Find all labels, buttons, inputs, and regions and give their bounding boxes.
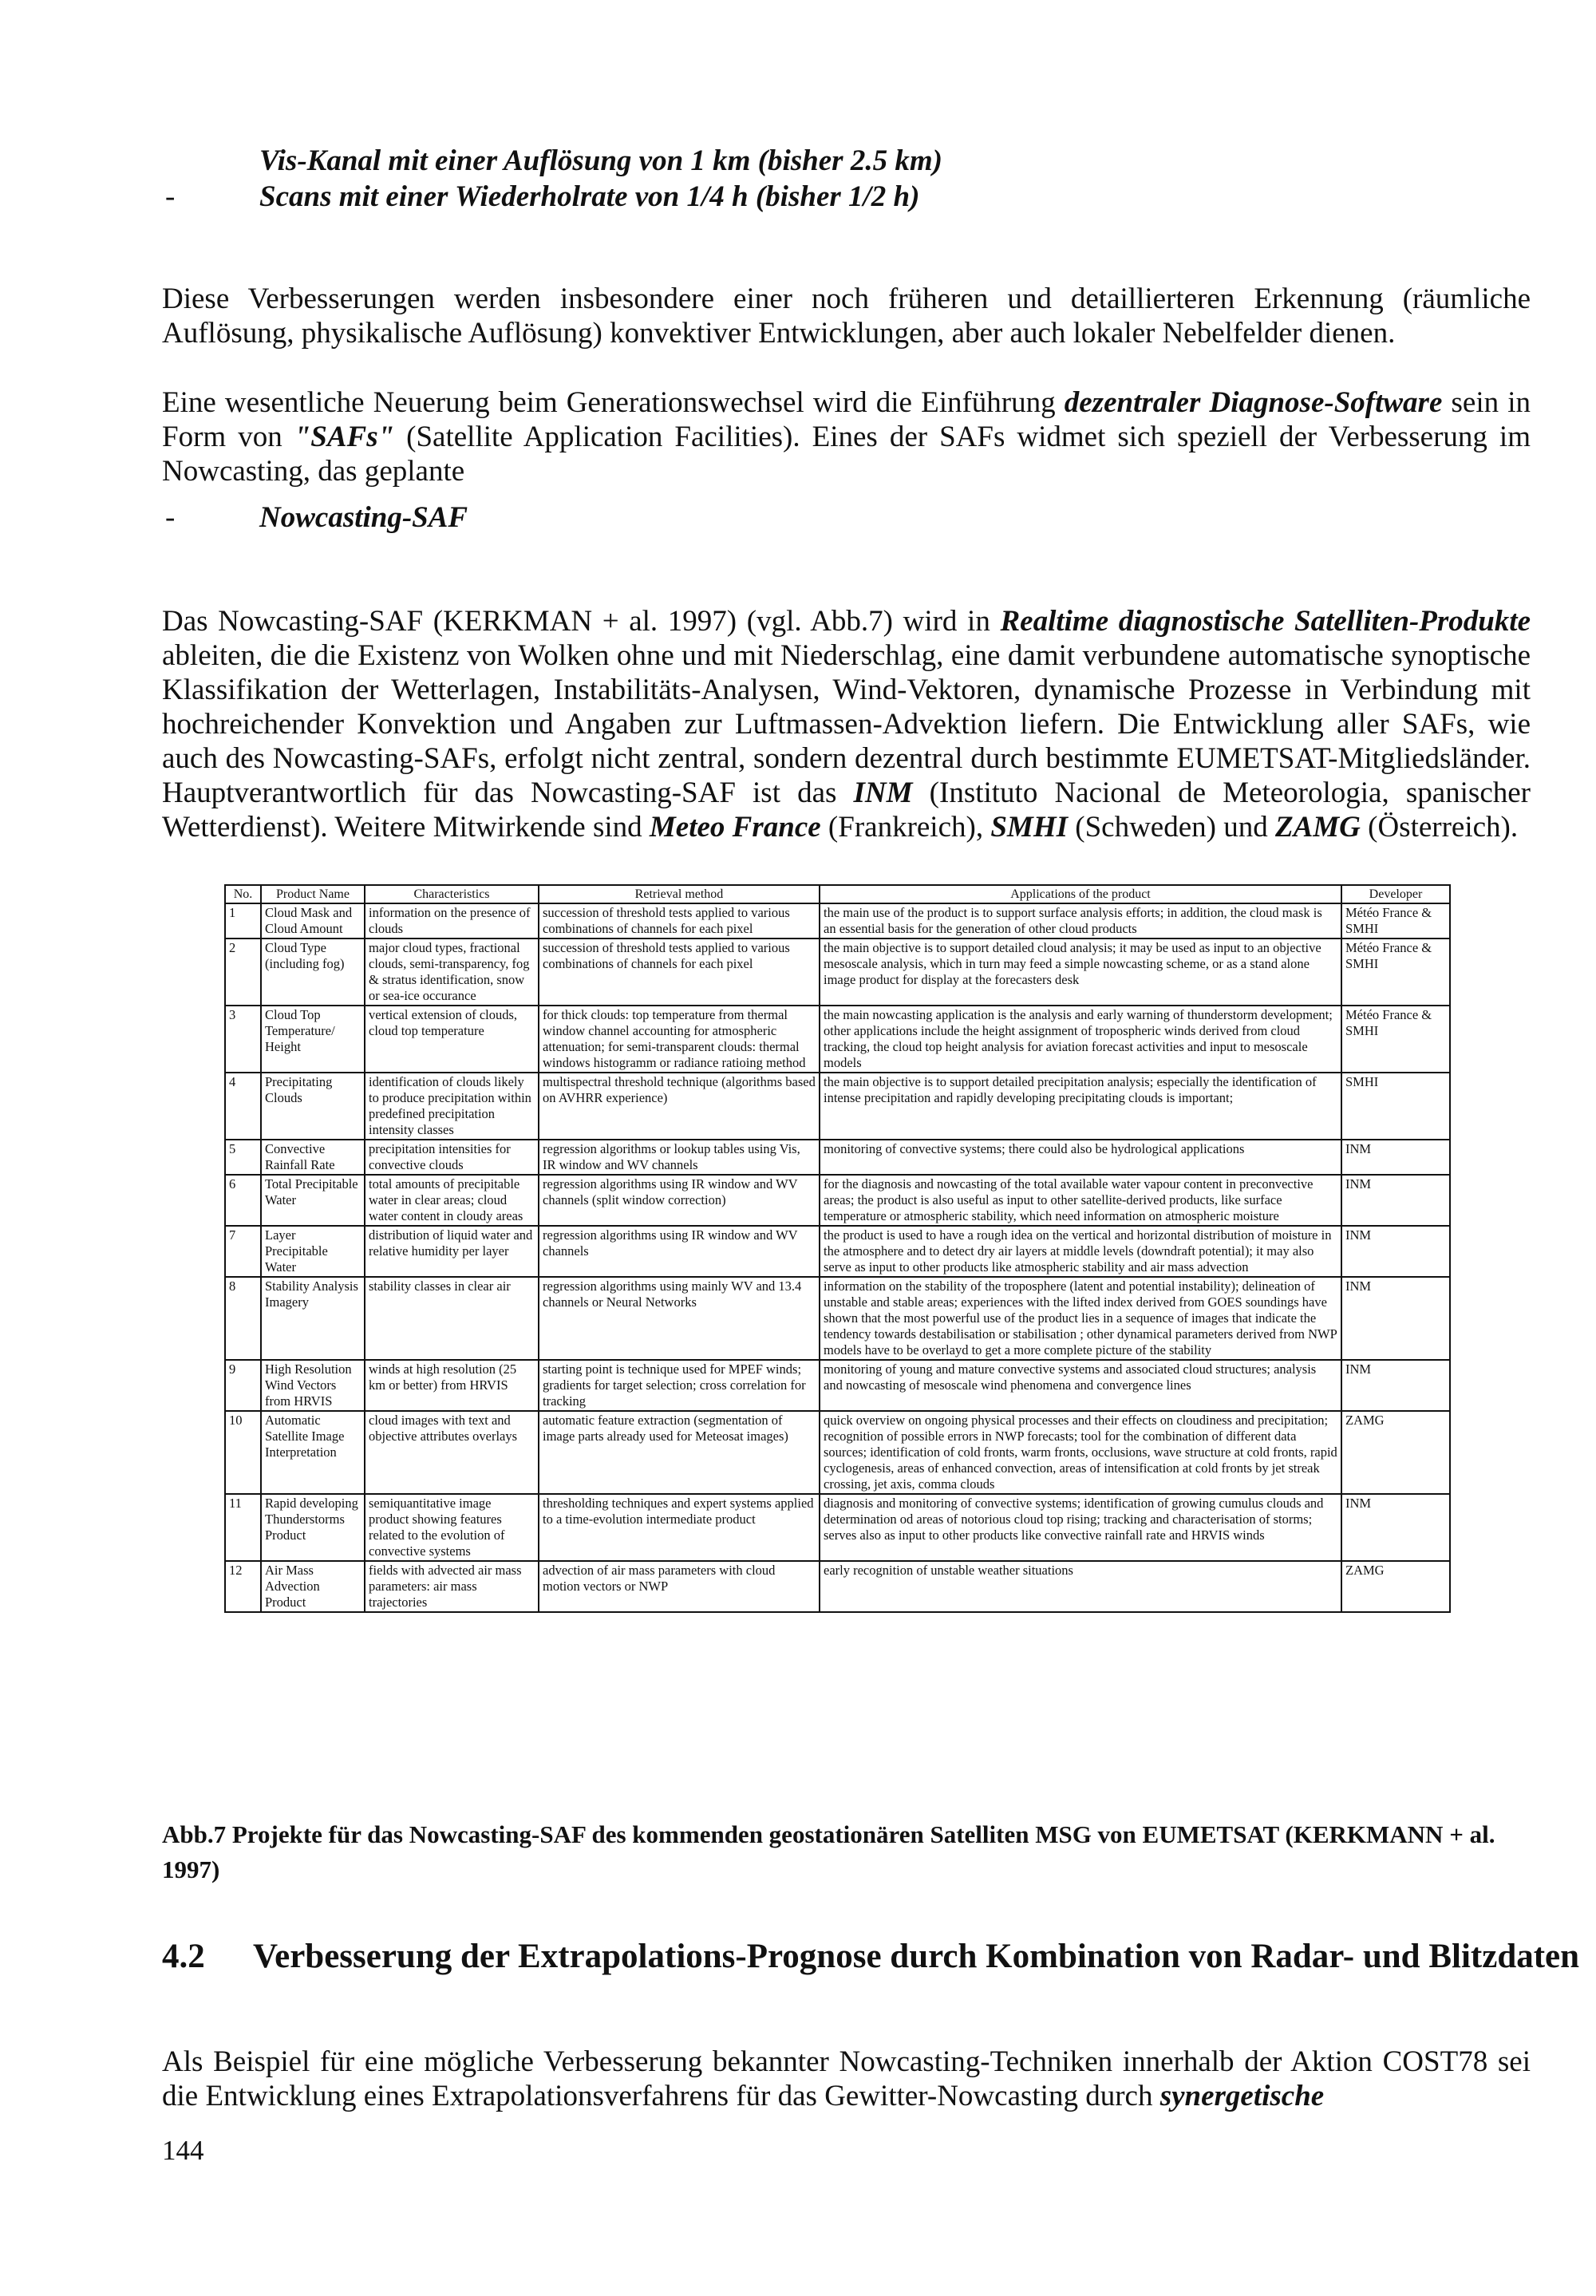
paragraph-saf-intro: Eine wesentliche Neuerung beim Generationswechsel wird die Einführung dezentraler Diagnose-Software sein in Form von "SAFs" (Satellite Application Facilities). Eines der SAFs widmet sich speziell der Verbesserung im Nowcasting, das geplante [162,386,1531,488]
cell-characteristics: information on the presence of clouds [365,903,539,939]
cell-developer: INM [1341,1175,1450,1226]
emphasis-realtime-products: Realtime diagnostische Satelliten-Produkte [1000,605,1531,638]
cell-product-name: Air Mass Advection Product [261,1561,365,1612]
cell-developer: INM [1341,1494,1450,1561]
bullet-text: Scans mit einer Wiederholrate von 1/4 h (bisher 1/2 h) [259,180,920,213]
header-characteristics: Characteristics [365,885,539,903]
cell-developer: INM [1341,1360,1450,1411]
table-row [225,1494,1450,1561]
cell-applications: information on the stability of the troposphere (latent and potential instability); delineation of unstable and stable areas; experiences with the lifted index derived from GOES soundings have shown that the most powerful use of the product lies in a sequence of images that indicate the tendency towards destabilisation or stabilisation ; other dynamical parameters derived from NWP models have to be overlayd to get a more complete picture of the stability [820,1277,1341,1360]
figure-caption: Abb.7 Projekte für das Nowcasting-SAF des kommenden geostationären Satelliten MSG von EUMETSAT (KERKMANN + al. 1997) [162,1820,1495,1883]
section-heading [162,1937,1580,1976]
cell-characteristics: winds at high resolution (25 km or better) from HRVIS [365,1360,539,1411]
cell-retrieval-method: automatic feature extraction (segmentation of image parts already used for Meteosat images) [539,1411,820,1494]
table-row [225,1073,1450,1140]
page-number: 144 [162,2135,204,2166]
cell-applications: the main objective is to support detailed cloud analysis; it may be used as input to an objective mesoscale analysis, which in turn may feed a simple nowcasting scheme, or as a stand alone image product for display at the forecasters desk [820,939,1341,1006]
emphasis-smhi: SMHI [990,811,1068,844]
cell-characteristics: vertical extension of clouds, cloud top temperature [365,1006,539,1073]
cell-product-name: Precipitating Clouds [261,1073,365,1140]
emphasis-synergetische: synergetische [1159,2080,1325,2112]
emphasis-dezentraler-software: dezentraler Diagnose-Software [1064,386,1443,419]
cell-product-name: Stability Analysis Imagery [261,1277,365,1360]
cell-product-name: Cloud Mask and Cloud Amount [261,903,365,939]
cell-developer: INM [1341,1277,1450,1360]
section-title: Verbesserung der Extrapolations-Prognose durch Kombination von Radar- und Blitzdaten [253,1938,1580,1975]
cell-no: 1 [225,903,261,939]
cell-characteristics: major cloud types, fractional clouds, semi-transparency, fog & stratus identification, snow or sea-ice occurance [365,939,539,1006]
cell-no: 7 [225,1226,261,1277]
section-number: 4.2 [162,1938,205,1975]
cell-product-name: Layer Precipitable Water [261,1226,365,1277]
header-no: No. [225,885,261,903]
cell-characteristics: semiquantitative image product showing features related to the evolution of convective systems [365,1494,539,1561]
bullet-dash: - [165,180,176,213]
bullet-text: Nowcasting-SAF [259,501,468,534]
emphasis-inm: INM [853,777,913,809]
bullet-text: Vis-Kanal mit einer Auflösung von 1 km (bisher 2.5 km) [259,144,942,177]
table-row [225,1006,1450,1073]
cell-characteristics: stability classes in clear air [365,1277,539,1360]
cell-developer: INM [1341,1226,1450,1277]
cell-developer: ZAMG [1341,1561,1450,1612]
cell-characteristics: identification of clouds likely to produce precipitation within predefined precipitation intensity classes [365,1073,539,1140]
cell-applications: diagnosis and monitoring of convective systems; identification of growing cumulus clouds and determination od areas of notorious cloud top rising; tracking and characterisation of storms; serves also as input to other products like convective rainfall rate and HRVIS winds [820,1494,1341,1561]
cell-no: 2 [225,939,261,1006]
products-table [224,884,1451,1613]
cell-no: 4 [225,1073,261,1140]
cell-developer: SMHI [1341,1073,1450,1140]
cell-retrieval-method: regression algorithms using IR window and WV channels (split window correction) [539,1175,820,1226]
cell-retrieval-method: multispectral threshold technique (algorithms based on AVHRR experience) [539,1073,820,1140]
cell-retrieval-method: regression algorithms using mainly WV and 13.4 channels or Neural Networks [539,1277,820,1360]
table-row [225,1360,1450,1411]
paragraph-extrapolation: Als Beispiel für eine mögliche Verbesserung bekannter Nowcasting-Techniken innerhalb der Aktion COST78 sei die Entwicklung eines Extrapolationsverfahrens für das Gewitter-Nowcasting durch synergetische [162,2045,1531,2112]
cell-developer: Météo France & SMHI [1341,903,1450,939]
table-row [225,1140,1450,1175]
cell-product-name: Cloud Top Temperature/ Height [261,1006,365,1073]
table-body [225,903,1450,1612]
cell-applications: the main use of the product is to support surface analysis efforts; in addition, the cloud mask is an essential basis for the generation of other cloud products [820,903,1341,939]
cell-characteristics: total amounts of precipitable water in clear areas; cloud water content in cloudy areas [365,1175,539,1226]
cell-no: 6 [225,1175,261,1226]
cell-characteristics: precipitation intensities for convective clouds [365,1140,539,1175]
table-row [225,1561,1450,1612]
header-product-name: Product Name [261,885,365,903]
table-row [225,1277,1450,1360]
cell-characteristics: cloud images with text and objective attributes overlays [365,1411,539,1494]
cell-retrieval-method: thresholding techniques and expert systems applied to a time-evolution intermediate product [539,1494,820,1561]
emphasis-meteo-france: Meteo France [649,811,821,844]
cell-product-name: Total Precipitable Water [261,1175,365,1226]
cell-developer: Météo France & SMHI [1341,1006,1450,1073]
cell-no: 12 [225,1561,261,1612]
cell-retrieval-method: regression algorithms or lookup tables using Vis, IR window and WV channels [539,1140,820,1175]
cell-product-name: Convective Rainfall Rate [261,1140,365,1175]
cell-retrieval-method: starting point is technique used for MPEF winds; gradients for target selection; cross correlation for tracking [539,1360,820,1411]
cell-product-name: Rapid developing Thunderstorms Product [261,1494,365,1561]
emphasis-safs: "SAFs" [294,421,395,453]
emphasis-zamg: ZAMG [1274,811,1361,844]
header-retrieval-method: Retrieval method [539,885,820,903]
cell-applications: monitoring of convective systems; there could also be hydrological applications [820,1140,1341,1175]
cell-retrieval-method: succession of threshold tests applied to various combinations of channels for each pixel [539,939,820,1006]
cell-no: 8 [225,1277,261,1360]
cell-retrieval-method: advection of air mass parameters with cloud motion vectors or NWP [539,1561,820,1612]
cell-no: 9 [225,1360,261,1411]
cell-no: 3 [225,1006,261,1073]
cell-developer: INM [1341,1140,1450,1175]
table-row [225,1411,1450,1494]
cell-no: 11 [225,1494,261,1561]
cell-applications: the main objective is to support detailed precipitation analysis; especially the identification of intense precipitation and rapidly developing precipitating clouds is important; [820,1073,1341,1140]
table-row [225,1175,1450,1226]
bullet-scans [165,180,920,214]
bullet-nowcasting-saf [165,500,468,535]
table-row [225,1226,1450,1277]
cell-applications: quick overview on ongoing physical processes and their effects on cloudiness and precipitation; recognition of possible errors in NWP forecasts; tool for the combination of different data sources; identification of cold fronts, warm fronts, occlusions, wave structure at cold fronts, rapid cyclogenesis, areas of enhanced convection, areas of intensification at cold fronts by jet streak crossing, jet axis, comma clouds [820,1411,1341,1494]
cell-product-name: High Resolution Wind Vectors from HRVIS [261,1360,365,1411]
cell-developer: ZAMG [1341,1411,1450,1494]
cell-applications: the product is used to have a rough idea on the vertical and horizontal distribution of moisture in the atmosphere and to detect dry air layers at middle levels (downdraft potential); it may also serve as input to other products like atmospheric stability and air mass advection [820,1226,1341,1277]
paragraph-improvements: Diese Verbesserungen werden insbesondere einer noch früheren und detaillierteren Erkennung (räumliche Auflösung, physikalische Auflösung) konvektiver Entwicklungen, aber auch lokaler Nebelfelder dienen. [162,283,1531,350]
cell-product-name: Cloud Type (including fog) [261,939,365,1006]
cell-applications: for the diagnosis and nowcasting of the total available water vapour content in preconvective areas; the product is also useful as input to other satellite-derived products, like surface temperature or atmospheric stability, which need information on atmospheric moisture [820,1175,1341,1226]
cell-applications: the main nowcasting application is the analysis and early warning of thunderstorm development; other applications include the height assignment of tropospheric winds derived from cloud tracking, the cloud top height analysis for aviation forecast activities and input to mesoscale models [820,1006,1341,1073]
paragraph-nowcasting-saf: Das Nowcasting-SAF (KERKMAN + al. 1997) (vgl. Abb.7) wird in Realtime diagnostische Satelliten-Produkte ableiten, die die Existenz von Wolken ohne und mit Niederschlag, eine damit verbundene automatische synoptische Klassifikation der Wetterlagen, Instabilitäts-Analysen, Wind-Vektoren, dynamische Prozesse in Verbindung mit hochreichender Konvektion und Angaben zur Luftmassen-Advektion liefern. Die Entwicklung aller SAFs, wie auch des Nowcasting-SAFs, erfolgt nicht zentral, sondern dezentral durch bestimmte EUMETSAT-Mitgliedsländer. Hauptverantwortlich für das Nowcasting-SAF ist das INM (Instituto Nacional de Meteorologia, spanischer Wetterdienst). Weitere Mitwirkende sind Meteo France (Frankreich), SMHI (Schweden) und ZAMG (Österreich). [162,605,1531,844]
cell-no: 10 [225,1411,261,1494]
bullet-dash: - [165,501,176,534]
cell-applications: monitoring of young and mature convective systems and associated cloud structures; analysis and nowcasting of mesoscale wind phenomena and convergence lines [820,1360,1341,1411]
cell-characteristics: fields with advected air mass parameters: air mass trajectories [365,1561,539,1612]
cell-applications: early recognition of unstable weather situations [820,1561,1341,1612]
table-header-row [225,885,1450,903]
cell-retrieval-method: regression algorithms using IR window and WV channels [539,1226,820,1277]
table-row [225,939,1450,1006]
table-row [225,903,1450,939]
cell-developer: Météo France & SMHI [1341,939,1450,1006]
cell-product-name: Automatic Satellite Image Interpretation [261,1411,365,1494]
cell-characteristics: distribution of liquid water and relative humidity per layer [365,1226,539,1277]
cell-retrieval-method: succession of threshold tests applied to various combinations of channels for each pixel [539,903,820,939]
bullet-vis-kanal [259,144,942,178]
cell-no: 5 [225,1140,261,1175]
header-applications: Applications of the product [820,885,1341,903]
cell-retrieval-method: for thick clouds: top temperature from thermal window channel accounting for atmospheric attenuation; for semi-transparent clouds: thermal windows histogramm or radiance ratioing method [539,1006,820,1073]
header-developer: Developer [1341,885,1450,903]
